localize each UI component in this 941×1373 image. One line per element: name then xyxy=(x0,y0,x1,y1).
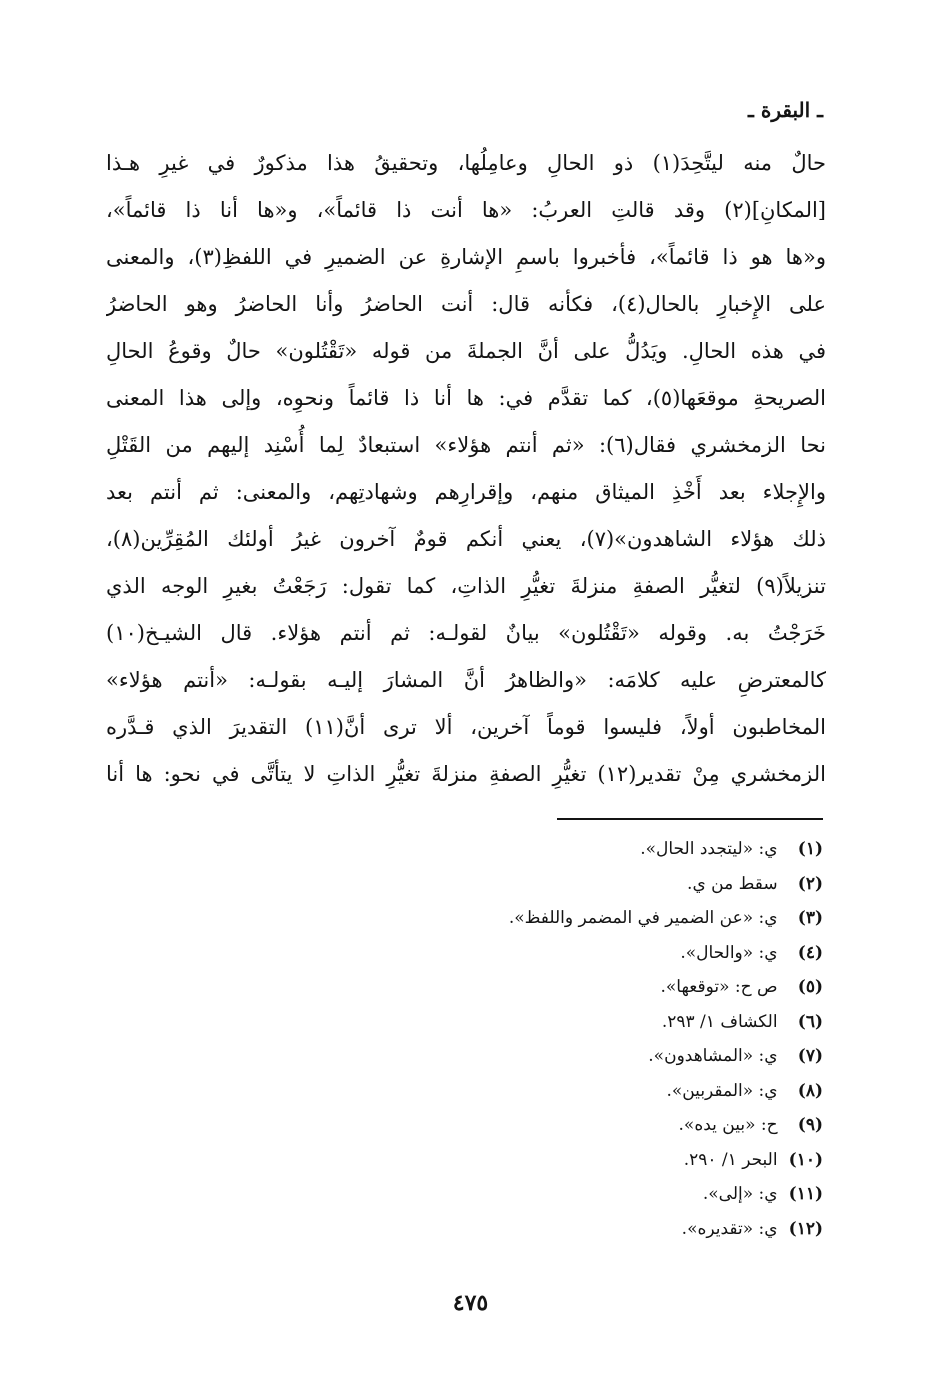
main-text xyxy=(106,140,826,798)
footnote-item xyxy=(323,867,823,902)
text-line: ذلك هؤلاء الشاهدون»(٧)، يعني أنكم قومٌ آخرون غيرُ أولئك المُقِرِّين(٨)، xyxy=(106,527,826,551)
footnote-number: (٨) xyxy=(797,1080,823,1101)
text-line: حالٌ منه ليتَّحِدَ(١) ذو الحالِ وعامِلُها، وتحقيقُ هذا مذكورٌ في غيرِ هـذا xyxy=(106,151,826,175)
text-line: المخاطبون أولاً، فليسوا قوماً آخرين، ألا ترى أنَّ(١١) التقديرَ الذي قـدَّره xyxy=(106,715,826,739)
text-line: [المكانِ](٢) وقد قالتِ العربُ: «ها أنت ذا قائماً»، و«ها أنا ذا قائماً»، xyxy=(106,198,826,222)
text-line: الزمخشري مِنْ تقدير(١٢) تغيُّرِ الصفةِ منزلةَ تغيُّرِ الذاتِ لا يتأتَّى في نحو: ها أنا xyxy=(106,762,826,786)
footnote-item xyxy=(323,901,823,936)
text-line: الصريحةِ موقعَها(٥)، كما تقدَّم في: ها أنا ذا قائماً ونحوِه، وإلى هذا المعنى xyxy=(106,386,826,410)
text-line: في هذه الحالِ. ويَدُلُّ على أنَّ الجملةَ من قوله «تَقْتُلون» حالٌ وقوعُ الحالِ xyxy=(106,339,826,363)
footnote-item xyxy=(323,1143,823,1178)
footnote-number: (٢) xyxy=(797,873,823,894)
footnote-number: (٣) xyxy=(797,908,823,928)
page-number: ٤٧٥ xyxy=(452,1290,489,1316)
footnote-text: ي: «المقربين». xyxy=(666,1080,778,1101)
footnote-divider xyxy=(557,818,823,820)
running-header: ـ البقرة ـ xyxy=(748,98,823,122)
text-line: خَرَجْتُ به. وقوله «تَقْتُلون» بيانٌ لقولـه: ثم أنتم هؤلاء. قال الشيـخ(١٠) xyxy=(106,621,826,645)
text-line: نحا الزمخشري فقال(٦): «ثم أنتم هؤلاء» استبعادٌ لِما أُسْنِد إليهم من القَتْلِ xyxy=(106,433,826,457)
footnote-number: (٧) xyxy=(797,1046,823,1066)
footnote-item xyxy=(323,832,823,867)
footnote-text: ي: «إلى». xyxy=(702,1184,778,1204)
footnote-item xyxy=(323,1177,823,1212)
text-line: كالمعترضِ عليه كلامَه: «والظاهرُ أنَّ المشارَ إليـه بقولـه: «أنتم هؤلاء» xyxy=(106,668,826,692)
footnote-text: سقط من ي. xyxy=(687,873,778,894)
text-line: تنزيلاً(٩) لتغيُّر الصفةِ منزلةَ تغيُّرِ الذاتِ، كما تقول: رَجَعْتُ بغيرِ الوجه الذي xyxy=(106,574,826,598)
footnote-text: ي: «والحال». xyxy=(680,942,778,963)
footnote-item xyxy=(323,936,823,971)
footnote-number: (١) xyxy=(797,839,823,859)
footnote-item xyxy=(323,1074,823,1109)
footnote-number: (٥) xyxy=(797,977,823,997)
footnote-item xyxy=(323,1005,823,1040)
footnote-number: (١٠) xyxy=(788,1149,823,1170)
footnote-number: (٦) xyxy=(797,1011,823,1032)
footnote-item xyxy=(323,1212,823,1247)
footnote-number: (١١) xyxy=(788,1184,823,1204)
footnote-text: الكشاف ١/ ٢٩٣. xyxy=(661,1011,778,1032)
footnote-item xyxy=(323,970,823,1005)
footnote-number: (١٢) xyxy=(788,1218,823,1239)
footnote-text: البحر ١/ ٢٩٠. xyxy=(683,1149,778,1170)
footnote-text: ي: «ليتجدد الحال». xyxy=(640,839,778,859)
footnote-number: (٩) xyxy=(797,1115,823,1135)
footnote-text: ي: «تقديره». xyxy=(681,1218,778,1239)
footnote-item xyxy=(323,1039,823,1074)
text-line: والإِجلاء بعد أَخْذِ الميثاق منهم، وإقرارِهم وشهادتِهم، والمعنى: ثم أنتم بعد xyxy=(106,480,826,504)
footnote-item xyxy=(323,1108,823,1143)
footnotes-list xyxy=(323,832,823,1246)
footnote-text: ص ح: «توقعها». xyxy=(660,977,778,997)
footnote-text: ي: «المشاهدون». xyxy=(648,1046,778,1066)
footnote-text: ح: «بين يده». xyxy=(678,1115,778,1135)
footnote-text: ي: «عن الضمير في المضمر واللفظ». xyxy=(508,908,778,928)
footnote-number: (٤) xyxy=(797,942,823,963)
text-line: و«ها هو ذا قائماً»، فأخبروا باسمِ الإشارةِ عن الضميرِ في اللفظِ(٣)، والمعنى xyxy=(106,245,826,269)
text-line: على الإِخبارِ بالحال(٤)، فكأنه قال: أنت الحاضرُ وأنا الحاضرُ وهو الحاضرُ xyxy=(106,292,826,316)
